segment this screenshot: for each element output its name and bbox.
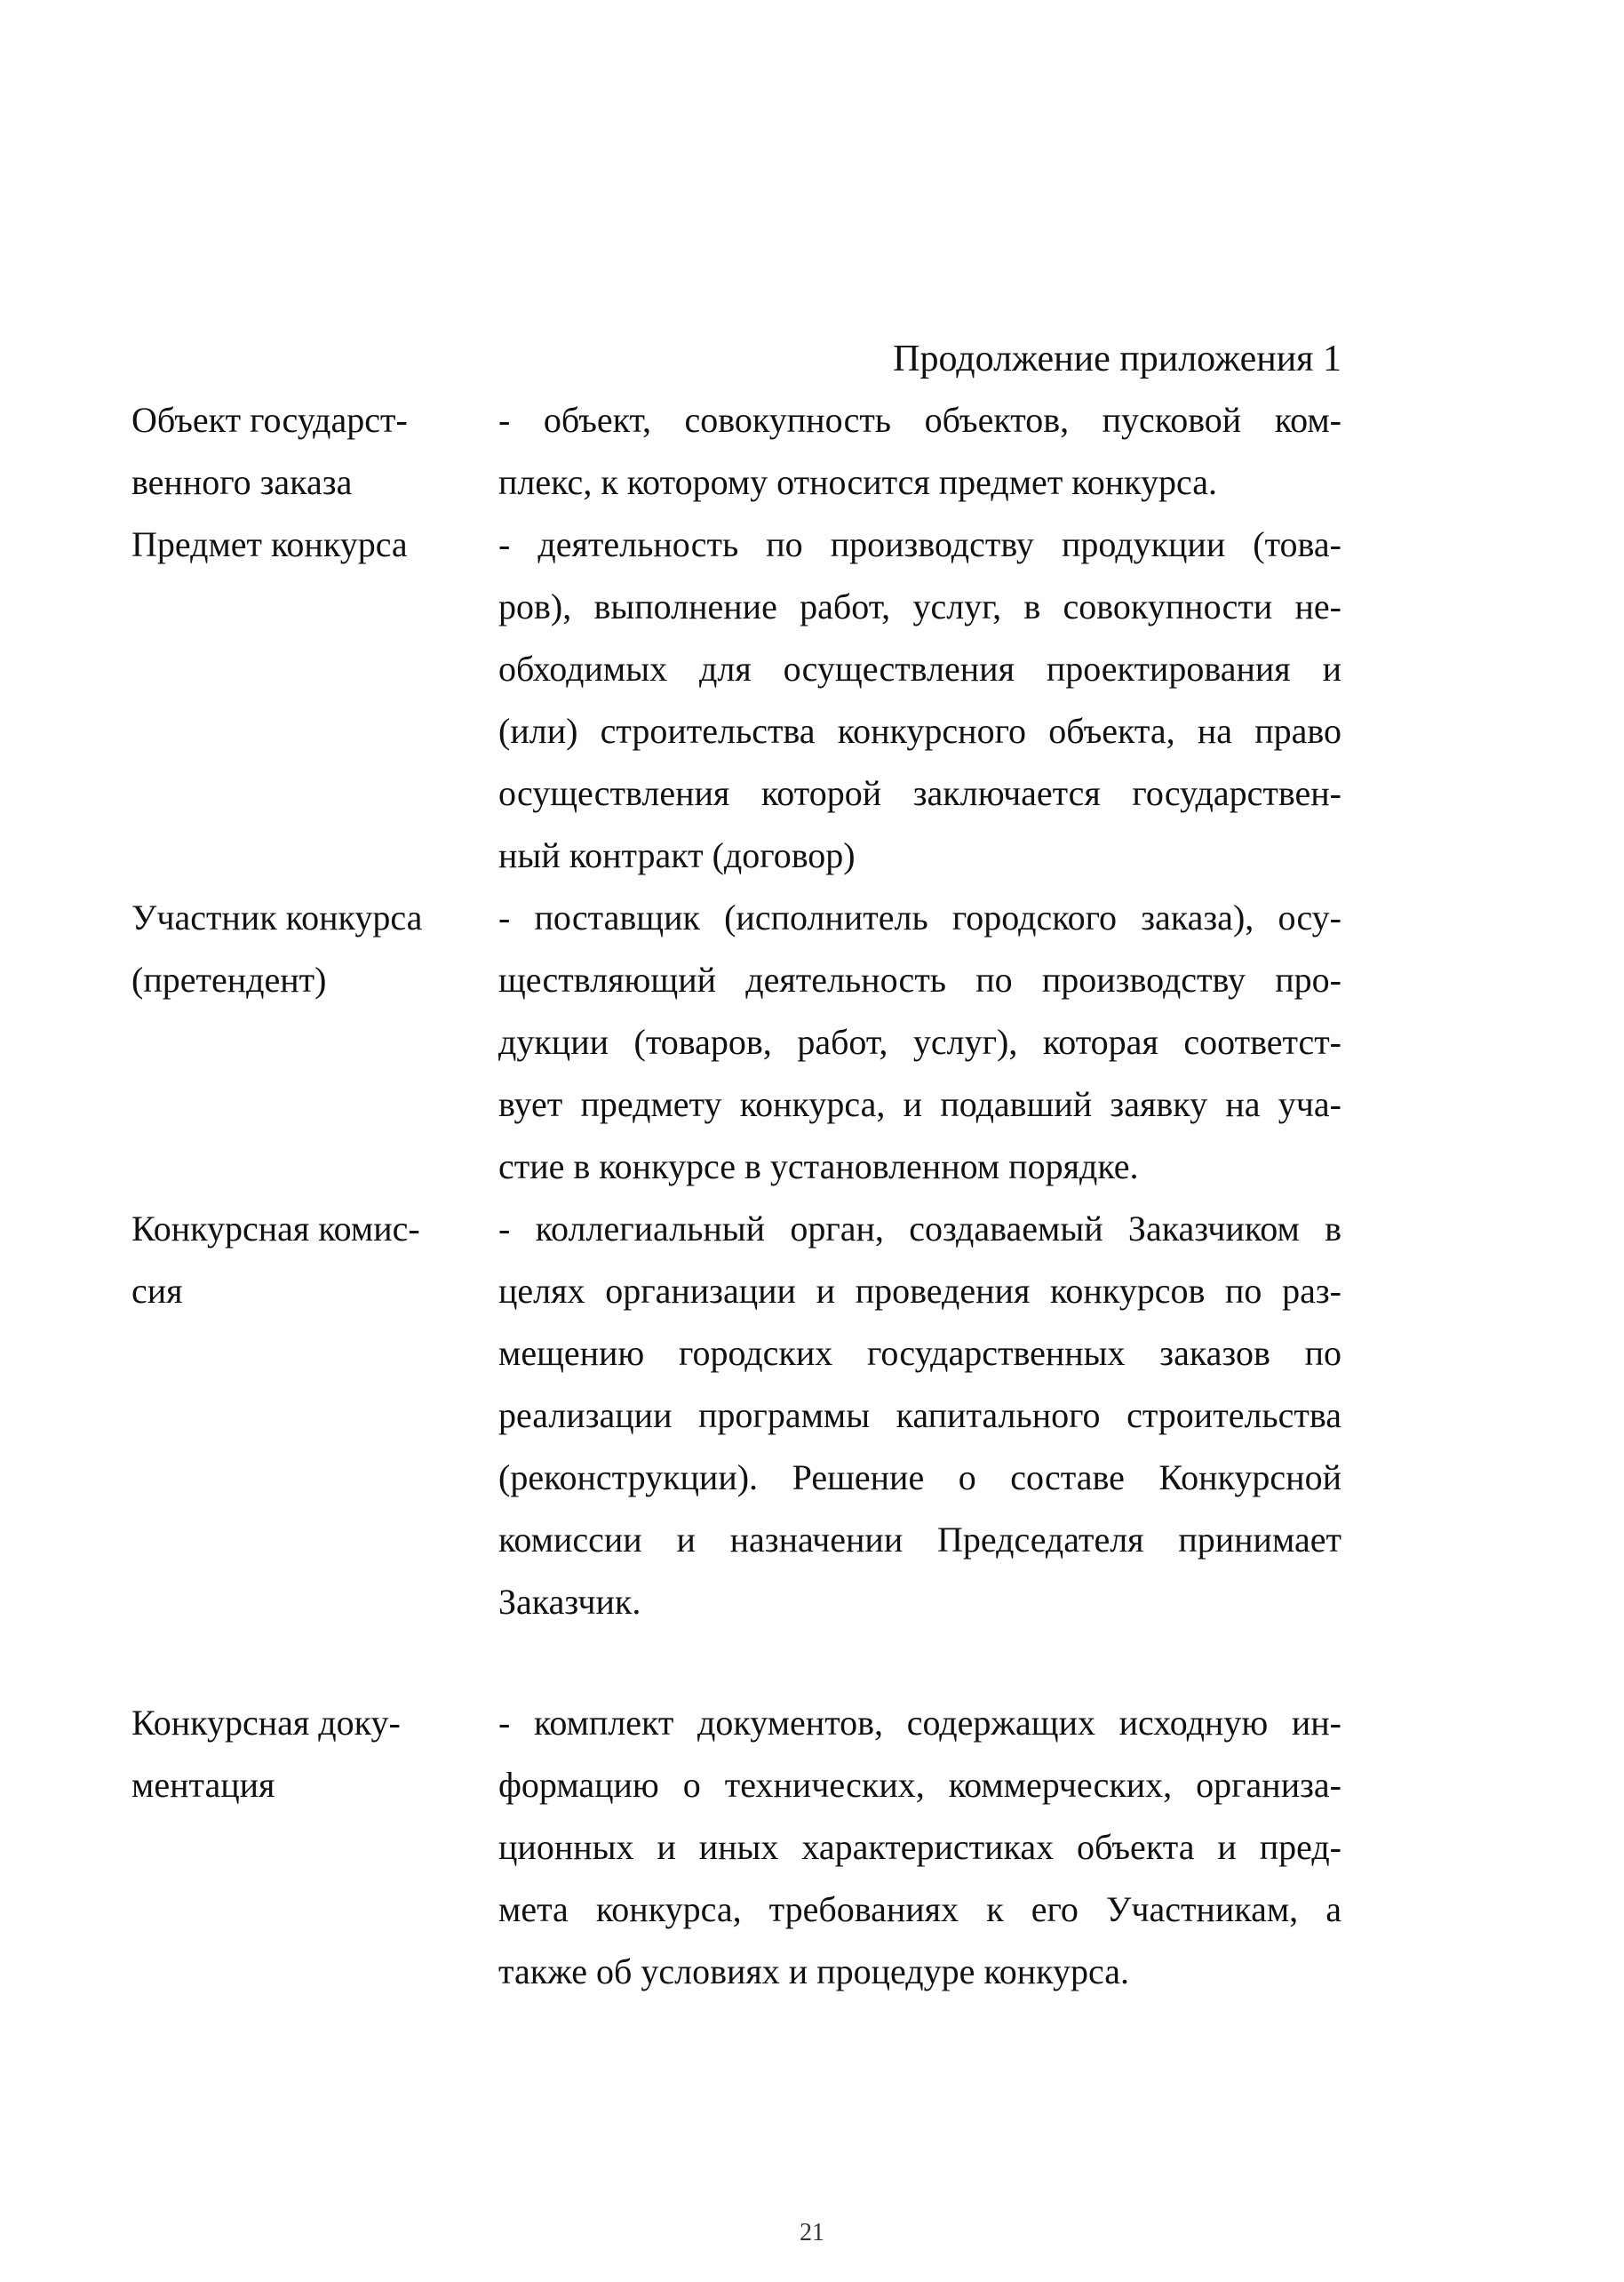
definition-line: стие в конкурсе в установленном порядке.	[498, 1146, 1139, 1186]
definition-line: ществляющий деятельность по производству про-	[498, 960, 1341, 1000]
term-line: сия	[131, 1271, 183, 1311]
term	[131, 514, 498, 576]
definition	[498, 1198, 1341, 1633]
definition-line: дукции (товаров, работ, услуг), которая соответст-	[498, 1022, 1341, 1062]
definition-line: формацию о технических, коммерческих, организа-	[498, 1765, 1341, 1805]
term-line: Участник конкурса	[131, 898, 423, 938]
definition-line: ционных и иных характеристиках объекта и пред-	[498, 1827, 1341, 1867]
definition-line: осуществления которой заключается государствен-	[498, 773, 1341, 813]
page-number: 21	[800, 2219, 824, 2246]
definition-line: - поставщик (исполнитель городского заказа), осу-	[498, 898, 1341, 938]
definition-line: обходимых для осуществления проектирования и	[498, 649, 1341, 689]
definition-line: комиссии и назначении Председателя принимает	[498, 1520, 1341, 1560]
definition-line: ный контракт (договор)	[498, 835, 856, 875]
glossary	[131, 389, 1341, 2003]
definition	[498, 1692, 1341, 2003]
definition-line: ров), выполнение работ, услуг, в совокупности не-	[498, 586, 1341, 626]
glossary-entry-documentation	[131, 1692, 1341, 2003]
definition-line: - деятельность по производству продукции (това-	[498, 524, 1341, 564]
definition-line: плекс, к которому относится предмет конкурса.	[498, 462, 1217, 502]
definition-line: - коллегиальный орган, создаваемый Заказчиком в	[498, 1209, 1341, 1249]
definition	[498, 514, 1341, 887]
definition	[498, 389, 1341, 514]
term-line: Конкурсная комис-	[131, 1209, 420, 1249]
definition-line: - комплект документов, содержащих исходную ин-	[498, 1703, 1341, 1743]
definition-line: мещению городских государственных заказов по	[498, 1333, 1341, 1373]
entry-spacer	[131, 1633, 1341, 1692]
definition-line: (реконструкции). Решение о составе Конкурсной	[498, 1457, 1341, 1497]
appendix-continuation-header: Продолжение приложения 1	[893, 339, 1341, 379]
definition-line: мета конкурса, требованиях к его Участникам, а	[498, 1889, 1341, 1929]
term-line: (претендент)	[131, 960, 327, 1000]
term	[131, 1198, 498, 1322]
term	[131, 1692, 498, 1816]
term	[131, 887, 498, 1011]
definition-line: - объект, совокупность объектов, пусковой ком-	[498, 400, 1341, 440]
glossary-entry-subject	[131, 514, 1341, 887]
definition-line: вует предмету конкурса, и подавший заявку на уча-	[498, 1084, 1341, 1124]
term-line: Конкурсная доку-	[131, 1703, 401, 1743]
definition-line: Заказчик.	[498, 1582, 641, 1622]
glossary-entry-participant	[131, 887, 1341, 1198]
glossary-entry-object	[131, 389, 1341, 514]
term	[131, 389, 498, 514]
term-line: венного заказа	[131, 462, 353, 502]
term-line: Объект государст-	[131, 400, 408, 440]
definition-line: целях организации и проведения конкурсов по раз-	[498, 1271, 1341, 1311]
definition-line: (или) строительства конкурсного объекта, на право	[498, 711, 1341, 751]
definition-line: реализации программы капитального строительства	[498, 1395, 1341, 1435]
glossary-entry-commission	[131, 1198, 1341, 1633]
definition-line: также об условиях и процедуре конкурса.	[498, 1951, 1129, 1991]
definition	[498, 887, 1341, 1198]
term-line: Предмет конкурса	[131, 524, 408, 564]
term-line: ментация	[131, 1765, 275, 1805]
